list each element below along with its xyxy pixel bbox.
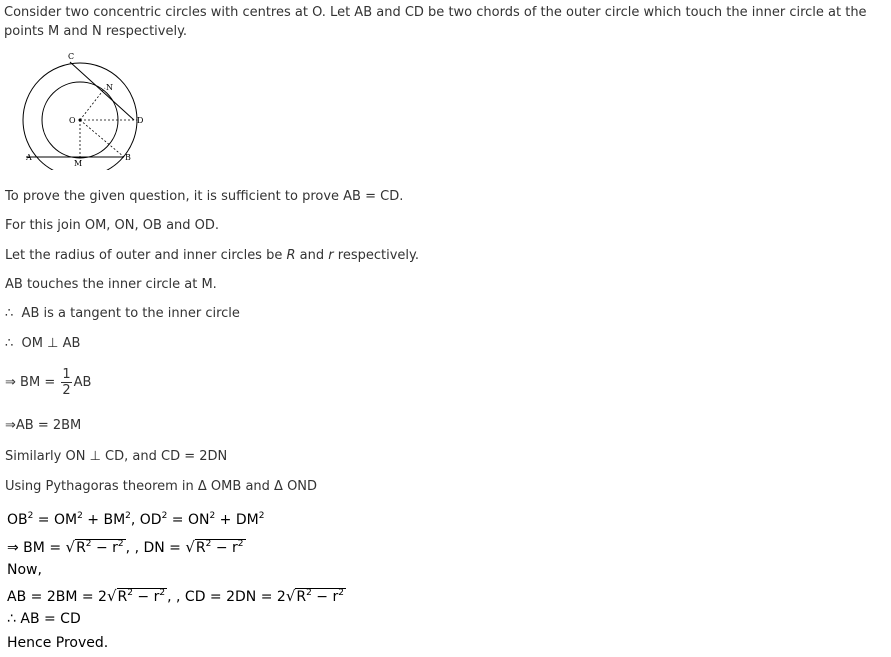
step-bm-half	[5, 366, 91, 400]
eq2-r2: − r	[211, 540, 238, 556]
center-point	[79, 119, 82, 122]
label-n: N	[106, 83, 113, 92]
triangle-ond: Δ OND	[274, 479, 318, 494]
radius-pre: Let the radius of outer and inner circles be	[5, 248, 287, 263]
equation-ab-cd: AB = $2BM = 2√R^2 - r^2$ , , CD = $2DN = 2√R^2 - r^2$	[7, 587, 344, 605]
sqrt-r2-minus-r2: $√R^2 - r^2$	[106, 587, 166, 605]
label-b: B	[125, 153, 131, 162]
radius-mid: and	[295, 248, 329, 263]
triangle-omb: Δ OMB	[197, 479, 242, 494]
step-similarly: Similarly ON ⊥ CD, and CD = 2DN	[5, 449, 228, 464]
step-join: For this join OM, ON, OB and OD.	[5, 218, 220, 233]
bm-lhs: BM =	[20, 375, 56, 390]
problem-statement: Consider two concentric circles with centres at O. Let AB and CD be two chords of the outer circle which touch the inner circle at the points M and N respectively.	[4, 5, 867, 39]
step-tangent	[5, 305, 240, 323]
equation-pythagoras: $OB^2 = OM^2 + BM^2$, $OD^2 = ON^2 + DM^2$	[7, 511, 265, 528]
sqrt-r2-minus-r2: $√R^2 - r^2$	[65, 538, 124, 556]
sqrt-r2-minus-r2: $√R^2 - r^2$	[285, 587, 344, 605]
radius-R: R	[286, 248, 296, 263]
eq1-ob: OB	[7, 512, 28, 528]
therefore-symbol: ∴	[7, 611, 16, 627]
step-perpendicular	[5, 335, 80, 353]
fraction-numerator: 1	[62, 367, 71, 382]
sqrt-r2-minus-r2: $√R^2 - r^2$	[185, 538, 244, 556]
eq2-dn: , DN =	[134, 540, 186, 556]
label-o: O	[69, 116, 76, 125]
eq3-cd: , CD = 2DN = 2	[176, 589, 286, 605]
eq3-r2: − r	[311, 589, 339, 605]
eq2-bm: ⇒ BM =	[7, 540, 66, 556]
radius-r: r	[328, 248, 334, 263]
label-c: C	[68, 52, 75, 61]
step-pythagoras	[5, 478, 317, 496]
bm-rhs: AB	[73, 375, 92, 390]
eq1-dm: + DM	[215, 512, 259, 528]
now-label: Now,	[7, 562, 42, 578]
concentric-circles-figure	[18, 50, 153, 170]
fraction-denominator: 2	[62, 383, 71, 398]
step-prove: To prove the given question, it is sufficient to prove AB = CD.	[5, 189, 404, 204]
conclusion-equation	[7, 609, 81, 629]
radius-post: respectively.	[333, 248, 419, 263]
eq2-R2: R	[195, 540, 206, 556]
eq2-r: − r	[91, 540, 118, 556]
fraction-half	[61, 367, 71, 398]
segment-on	[80, 88, 105, 120]
therefore-symbol: ∴	[5, 336, 14, 351]
eq3-r: − r	[132, 589, 160, 605]
eq1-bm: + BM	[82, 512, 126, 528]
step-ab-2bm: ⇒AB = 2BM	[5, 418, 82, 433]
eq1-on: = ON	[167, 512, 210, 528]
therefore-symbol: ∴	[5, 306, 14, 321]
label-m: M	[74, 159, 83, 168]
step-radius	[5, 247, 419, 265]
label-d: D	[137, 116, 144, 125]
eq2-R: R	[76, 540, 86, 556]
eq3-R: R	[117, 589, 128, 605]
hence-proved: Hence Proved.	[7, 635, 109, 651]
implies-arrow: ⇒	[5, 375, 16, 390]
tangent-text: AB is a tangent to the inner circle	[21, 306, 240, 321]
ab-equals-cd: AB = CD	[15, 611, 81, 627]
equation-bm-dn: ⇒ BM = $√R^2 - r^2$ , , DN = $√R^2 - r^2$	[7, 538, 244, 556]
label-a: A	[26, 153, 32, 162]
chord-cd	[70, 62, 134, 120]
eq3-ab: AB = 2BM = 2	[7, 589, 107, 605]
eq1-om: = OM	[33, 512, 78, 528]
eq3-R2: R	[296, 589, 307, 605]
perpendicular-text: OM ⊥ AB	[21, 336, 81, 351]
pythag-mid: and	[241, 479, 275, 494]
eq1-od: , OD	[130, 512, 162, 528]
step-touch: AB touches the inner circle at M.	[5, 277, 217, 292]
pythag-pre: Using Pythagoras theorem in	[5, 479, 198, 494]
